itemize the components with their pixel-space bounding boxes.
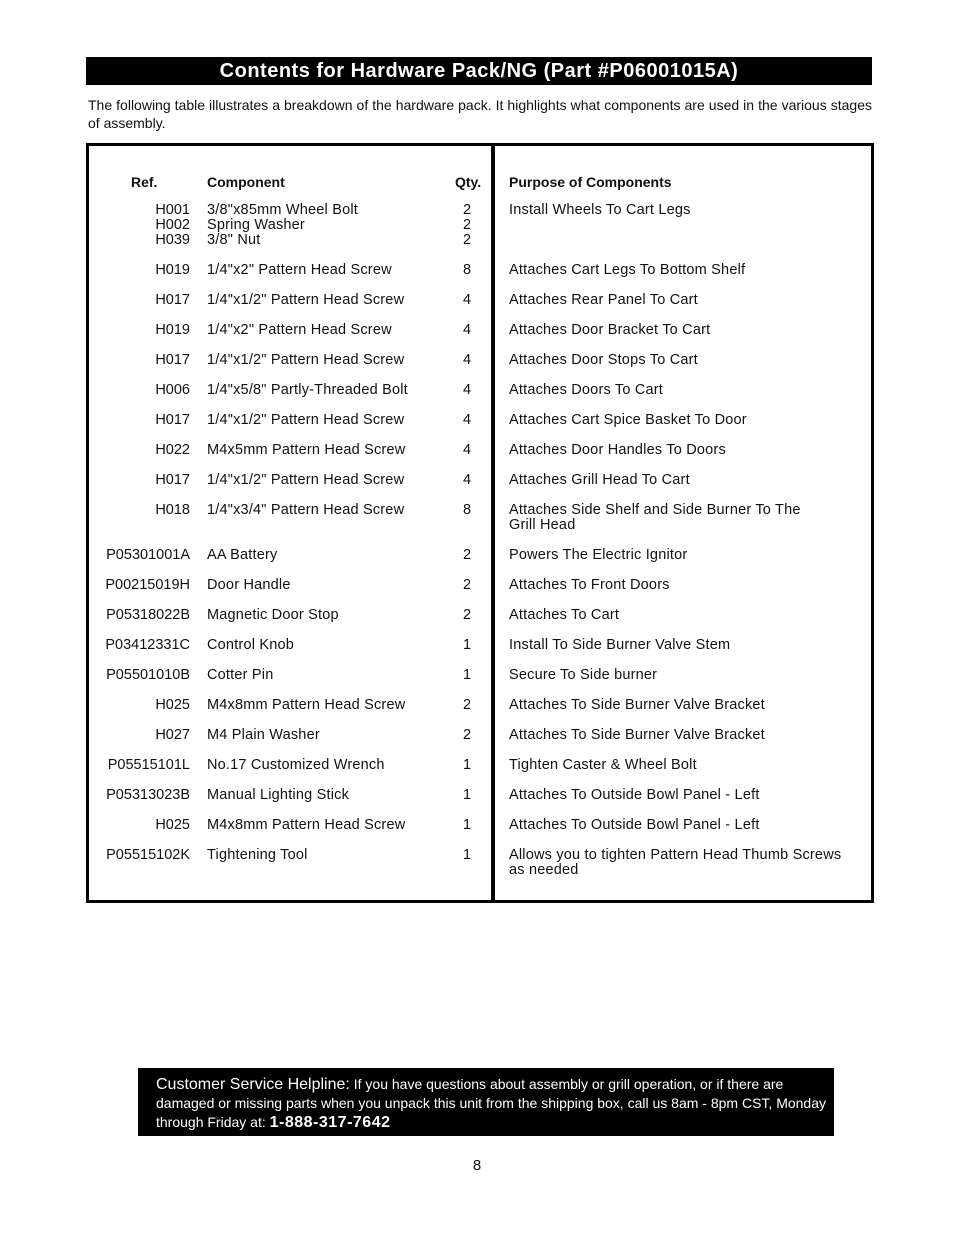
qty-cell [453,323,481,338]
purpose-cell-line: Attaches Door Handles To Doors [509,442,726,458]
purpose-cell [509,758,861,773]
helpline-text: If you have questions about assembly or grill operation, or if there are damaged or missing parts when you unpack this unit from the shipping box, call us 8am - 8pm CST, Monday through Friday at: [156,1076,826,1130]
ref-cell [155,353,190,368]
ref-cell [106,788,190,803]
qty-cell [453,383,481,398]
purpose-cell-line: Powers The Electric Ignitor [509,547,688,563]
ref-cell-line: H019 [155,262,190,278]
ref-cell-line: P05515102K [106,847,190,863]
qty-cell-line: 2 [462,217,472,233]
qty-cell [453,353,481,368]
purpose-cell-line: Attaches Door Bracket To Cart [509,322,711,338]
ref-cell [155,503,190,518]
qty-cell [453,698,481,713]
component-cell [207,848,308,863]
ref-cell [106,668,190,683]
purpose-cell-line: Attaches To Outside Bowl Panel - Left [509,787,760,803]
component-cell-line: 3/8" Nut [207,232,261,248]
component-cell-line: M4 Plain Washer [207,727,320,743]
purpose-cell [509,293,861,308]
ref-cell-line: H017 [155,352,190,368]
purpose-cell [509,323,861,338]
ref-cell-line: P05318022B [106,607,190,623]
ref-cell [155,728,190,743]
purpose-cell [509,443,861,458]
purpose-cell [509,548,861,563]
qty-cell [453,503,481,518]
ref-cell [106,608,190,623]
qty-cell [453,638,481,653]
column-divider [491,146,495,900]
ref-cell [155,323,190,338]
ref-cell-line: H002 [155,217,190,233]
component-cell-line: No.17 Customized Wrench [207,757,385,773]
ref-cell-line: P03412331C [105,637,190,653]
qty-cell-line: 1 [462,667,472,683]
qty-cell [453,548,481,563]
purpose-cell-line: Secure To Side burner [509,667,658,683]
purpose-cell-line: Tighten Caster & Wheel Bolt [509,757,697,773]
ref-cell-line: H001 [155,202,190,218]
ref-cell [155,473,190,488]
qty-cell-line: 8 [462,262,472,278]
component-cell-line: M4x8mm Pattern Head Screw [207,697,406,713]
purpose-cell [509,203,861,218]
qty-cell [453,578,481,593]
purpose-cell-line: Grill Head [509,517,576,533]
qty-cell [453,758,481,773]
ref-cell-line: H018 [155,502,190,518]
qty-cell-line: 4 [462,412,472,428]
purpose-cell [509,638,861,653]
component-cell [207,293,404,308]
component-cell [207,548,278,563]
component-cell-line: M4x5mm Pattern Head Screw [207,442,406,458]
purpose-cell-line: Attaches To Side Burner Valve Bracket [509,727,765,743]
ref-cell [155,818,190,833]
qty-cell [453,293,481,308]
header-component: Component [207,174,285,190]
customer-service-helpline [138,1068,834,1136]
qty-cell-line: 1 [462,757,472,773]
page-title: Contents for Hardware Pack/NG (Part #P06001015A) [86,57,872,85]
component-cell-line: Manual Lighting Stick [207,787,350,803]
qty-cell [453,728,481,743]
component-cell [207,578,291,593]
qty-cell-line: 1 [462,817,472,833]
purpose-cell [509,818,861,833]
purpose-cell [509,788,861,803]
component-cell [207,638,294,653]
component-cell-line: AA Battery [207,547,278,563]
component-cell [207,413,404,428]
purpose-cell [509,728,861,743]
qty-cell-line: 2 [462,727,472,743]
purpose-cell-line: Attaches To Front Doors [509,577,670,593]
ref-cell-line: P05515101L [107,757,190,773]
qty-cell-line: 4 [462,442,472,458]
purpose-cell-line: Attaches To Side Burner Valve Bracket [509,697,765,713]
header-qty: Qty. [455,174,482,190]
purpose-cell-line: Attaches Side Shelf and Side Burner To The [509,502,801,518]
qty-cell-line: 2 [462,577,472,593]
qty-cell-line: 1 [462,847,472,863]
component-cell [207,503,404,518]
qty-cell-line: 2 [462,607,472,623]
helpline-phone: 1-888-317-7642 [269,1114,391,1131]
purpose-cell-line: Attaches To Outside Bowl Panel - Left [509,817,760,833]
ref-cell-line: H025 [155,817,190,833]
ref-cell-line: H027 [155,727,190,743]
qty-cell-line: 2 [462,697,472,713]
component-cell-line: 1/4"x3/4" Pattern Head Screw [207,502,405,518]
component-cell [207,788,349,803]
ref-cell [155,698,190,713]
purpose-cell-line: as needed [509,862,579,878]
purpose-cell [509,353,861,368]
purpose-cell [509,473,861,488]
component-cell-line: Door Handle [207,577,291,593]
ref-cell [105,638,190,653]
component-cell [207,728,320,743]
ref-cell-line: H025 [155,697,190,713]
qty-cell [453,818,481,833]
intro-paragraph: The following table illustrates a breakdown of the hardware pack. It highlights what components are used in the various stages of assembly. [88,97,872,131]
page-number: 8 [472,1157,482,1174]
purpose-cell [509,668,861,683]
ref-cell [155,413,190,428]
component-cell [207,818,405,833]
purpose-cell [509,413,861,428]
purpose-cell-line: Attaches Door Stops To Cart [509,352,698,368]
purpose-cell [509,848,861,878]
purpose-cell-line: Attaches Cart Legs To Bottom Shelf [509,262,746,278]
component-cell [207,473,404,488]
component-cell [207,383,408,398]
purpose-cell-line: Install To Side Burner Valve Stem [509,637,731,653]
ref-cell-line: H017 [155,472,190,488]
purpose-cell-line: Attaches To Cart [509,607,620,623]
purpose-cell-line: Allows you to tighten Pattern Head Thumb Screws [509,847,842,863]
component-cell-line: Spring Washer [207,217,305,233]
ref-cell [105,578,190,593]
component-cell [207,203,358,248]
qty-cell-line: 4 [462,382,472,398]
ref-cell [155,263,190,278]
component-cell [207,353,404,368]
ref-cell [155,443,190,458]
component-cell-line: 1/4"x1/2" Pattern Head Screw [207,412,405,428]
purpose-cell-line: Attaches Rear Panel To Cart [509,292,698,308]
qty-cell [453,203,481,248]
ref-cell [155,203,190,248]
component-cell [207,323,392,338]
ref-cell-line: P00215019H [105,577,190,593]
qty-cell-line: 2 [462,547,472,563]
ref-cell-line: H022 [155,442,190,458]
ref-cell [108,758,190,773]
qty-cell-line: 4 [462,352,472,368]
ref-cell [155,293,190,308]
component-cell [207,608,339,623]
component-cell-line: Magnetic Door Stop [207,607,339,623]
component-cell [207,263,392,278]
component-cell-line: 1/4"x1/2" Pattern Head Screw [207,352,405,368]
hardware-table [86,143,874,903]
purpose-cell-line: Attaches Doors To Cart [509,382,664,398]
qty-cell-line: 1 [462,637,472,653]
purpose-cell-line: Install Wheels To Cart Legs [509,202,691,218]
header-purpose: Purpose of Components [509,174,672,190]
purpose-cell [509,578,861,593]
purpose-cell [509,608,861,623]
purpose-cell [509,263,861,278]
qty-cell-line: 2 [462,202,472,218]
component-cell-line: 3/8"x85mm Wheel Bolt [207,202,358,218]
qty-cell-line: 1 [462,787,472,803]
component-cell [207,668,273,683]
ref-cell-line: H006 [155,382,190,398]
header-ref: Ref. [131,174,158,190]
component-cell [207,758,385,773]
component-cell [207,443,405,458]
component-cell-line: 1/4"x5/8" Partly-Threaded Bolt [207,382,408,398]
qty-cell [453,608,481,623]
purpose-cell [509,698,861,713]
ref-cell-line: H019 [155,322,190,338]
purpose-cell [509,503,861,533]
ref-cell-line: H039 [155,232,190,248]
component-cell-line: 1/4"x1/2" Pattern Head Screw [207,292,405,308]
ref-cell-line: H017 [155,412,190,428]
qty-cell-line: 4 [462,322,472,338]
qty-cell-line: 4 [462,472,472,488]
component-cell-line: 1/4"x2" Pattern Head Screw [207,262,392,278]
component-cell-line: 1/4"x1/2" Pattern Head Screw [207,472,405,488]
qty-cell [453,848,481,863]
qty-cell [453,413,481,428]
qty-cell [453,263,481,278]
component-cell-line: Tightening Tool [207,847,308,863]
component-cell-line: 1/4"x2" Pattern Head Screw [207,322,392,338]
purpose-cell-line: Attaches Grill Head To Cart [509,472,690,488]
helpline-lead: Customer Service Helpline: [156,1076,350,1093]
purpose-cell-line: Attaches Cart Spice Basket To Door [509,412,747,428]
purpose-cell [509,383,861,398]
ref-cell-line: H017 [155,292,190,308]
component-cell-line: Cotter Pin [207,667,274,683]
qty-cell-line: 8 [462,502,472,518]
qty-cell [453,473,481,488]
qty-cell [453,668,481,683]
qty-cell [453,443,481,458]
component-cell [207,698,405,713]
ref-cell-line: P05501010B [106,667,190,683]
qty-cell-line: 2 [462,232,472,248]
component-cell-line: M4x8mm Pattern Head Screw [207,817,406,833]
ref-cell-line: P05313023B [106,787,190,803]
ref-cell [155,383,190,398]
ref-cell [106,548,190,563]
component-cell-line: Control Knob [207,637,295,653]
qty-cell-line: 4 [462,292,472,308]
ref-cell-line: P05301001A [106,547,190,563]
ref-cell [106,848,190,863]
qty-cell [453,788,481,803]
